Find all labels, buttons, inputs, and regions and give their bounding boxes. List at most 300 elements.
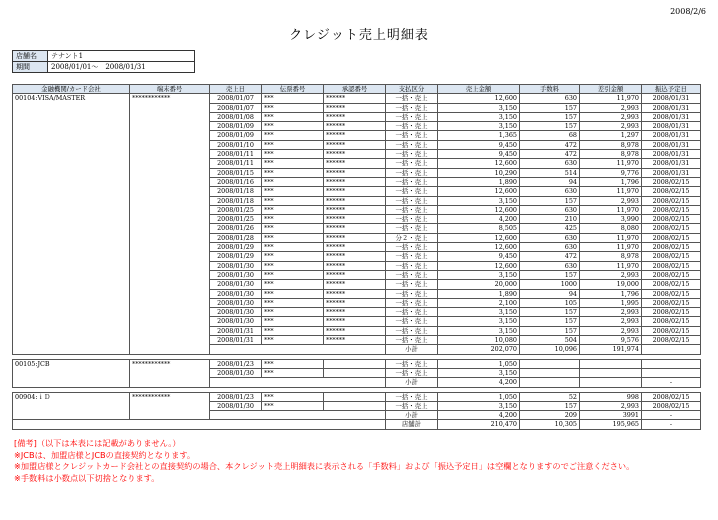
- payment-type: 一括・売上: [386, 298, 438, 307]
- transfer-date: 2008/02/15: [642, 177, 701, 186]
- store-info-table: [12, 50, 195, 73]
- subtotal-amount: 4,200: [438, 378, 520, 387]
- sale-date: 2008/01/30: [210, 368, 262, 377]
- net: 2,993: [580, 317, 642, 326]
- slip-no: ***: [262, 368, 324, 377]
- payment-type: 一括・売上: [386, 168, 438, 177]
- store-name-label: 店舗名: [13, 51, 48, 62]
- col-header-amount: 売上金額: [438, 85, 520, 94]
- transfer-date: 2008/01/31: [642, 159, 701, 168]
- payment-type: 一括・売上: [386, 112, 438, 121]
- subtotal-label: 小計: [386, 411, 438, 420]
- payment-type: 一括・売上: [386, 336, 438, 345]
- transfer-date: 2008/01/31: [642, 94, 701, 103]
- approval-no: ******: [324, 205, 386, 214]
- remark-heading: [備考]（以下は本表には記載がありません。）: [14, 438, 181, 448]
- payment-type: 一括・売上: [386, 150, 438, 159]
- store-name-value: テナント1: [48, 51, 195, 62]
- approval-no: ******: [324, 150, 386, 159]
- table-row: [13, 94, 701, 103]
- col-header-fee: 手数料: [520, 85, 580, 94]
- net: 1,796: [580, 289, 642, 298]
- approval-no: [324, 359, 386, 368]
- sale-date: 2008/01/18: [210, 196, 262, 205]
- approval-no: ******: [324, 270, 386, 279]
- sale-date: 2008/01/07: [210, 103, 262, 112]
- payment-type: 一括・売上: [386, 368, 438, 377]
- slip-no: ***: [262, 308, 324, 317]
- approval-no: ******: [324, 187, 386, 196]
- payment-type: 一括・売上: [386, 252, 438, 261]
- net: 2,993: [580, 196, 642, 205]
- slip-no: ***: [262, 168, 324, 177]
- fee: 157: [520, 103, 580, 112]
- payment-type: 一括・売上: [386, 103, 438, 112]
- report-title: クレジット売上明細表: [289, 28, 429, 43]
- amount: 8,505: [438, 224, 520, 233]
- net: 2,993: [580, 122, 642, 131]
- remark-line: ※加盟店様とクレジットカード会社との直接契約の場合、本クレジット売上明細表に表示される「手数料」および「振込予定日」は空欄となりますのでご注意ください。: [14, 461, 635, 471]
- amount: 2,100: [438, 298, 520, 307]
- sale-date: 2008/01/11: [210, 150, 262, 159]
- blank-cell: [210, 378, 386, 387]
- slip-no: ***: [262, 159, 324, 168]
- fee: 157: [520, 401, 580, 410]
- amount: 1,365: [438, 131, 520, 140]
- col-header-terminal: 端末番号: [130, 85, 210, 94]
- slip-no: ***: [262, 205, 324, 214]
- approval-no: ******: [324, 336, 386, 345]
- slip-no: ***: [262, 233, 324, 242]
- card-company: 00105:JCB: [13, 359, 130, 387]
- slip-no: ***: [262, 187, 324, 196]
- sale-date: 2008/01/29: [210, 252, 262, 261]
- fee: 504: [520, 336, 580, 345]
- sale-date: 2008/01/10: [210, 140, 262, 149]
- sale-date: 2008/01/30: [210, 261, 262, 270]
- net: 11,970: [580, 233, 642, 242]
- amount: 3,150: [438, 122, 520, 131]
- approval-no: ******: [324, 94, 386, 103]
- amount: 12,600: [438, 159, 520, 168]
- payment-type: 一括・売上: [386, 131, 438, 140]
- blank-cell: [13, 420, 386, 429]
- slip-no: ***: [262, 336, 324, 345]
- amount: 3,150: [438, 112, 520, 121]
- slip-no: ***: [262, 401, 324, 410]
- slip-no: ***: [262, 270, 324, 279]
- transfer-date: 2008/01/31: [642, 150, 701, 159]
- slip-no: ***: [262, 103, 324, 112]
- approval-no: ******: [324, 261, 386, 270]
- fee: 630: [520, 187, 580, 196]
- fee: 94: [520, 289, 580, 298]
- slip-no: ***: [262, 131, 324, 140]
- store-total-net: 195,965: [580, 420, 642, 429]
- sale-date: 2008/01/30: [210, 401, 262, 410]
- col-header-slip-no: 伝票番号: [262, 85, 324, 94]
- sale-date: 2008/01/07: [210, 94, 262, 103]
- payment-type: 一括・売上: [386, 159, 438, 168]
- payment-type: 一括・売上: [386, 280, 438, 289]
- slip-no: ***: [262, 252, 324, 261]
- transfer-date: 2008/01/31: [642, 140, 701, 149]
- col-header-net: 差引金額: [580, 85, 642, 94]
- sale-date: 2008/01/08: [210, 112, 262, 121]
- transfer-date: 2008/01/31: [642, 131, 701, 140]
- net: 1,297: [580, 131, 642, 140]
- payment-type: 一括・売上: [386, 261, 438, 270]
- net: 11,970: [580, 94, 642, 103]
- slip-no: ***: [262, 196, 324, 205]
- amount: 1,050: [438, 359, 520, 368]
- transfer-date: 2008/02/15: [642, 317, 701, 326]
- approval-no: ******: [324, 103, 386, 112]
- subtotal-transfer-date: -: [642, 411, 701, 420]
- net: 9,776: [580, 168, 642, 177]
- payment-type: 一括・売上: [386, 140, 438, 149]
- transfer-date: 2008/02/15: [642, 308, 701, 317]
- remarks: [14, 438, 634, 484]
- sale-date: 2008/01/09: [210, 122, 262, 131]
- fee: 157: [520, 326, 580, 335]
- sales-detail-table: [12, 84, 701, 430]
- fee: 472: [520, 252, 580, 261]
- table-row: [13, 392, 701, 401]
- transfer-date: 2008/02/15: [642, 187, 701, 196]
- net: 19,000: [580, 280, 642, 289]
- slip-no: ***: [262, 289, 324, 298]
- net: [580, 368, 642, 377]
- transfer-date: 2008/02/15: [642, 215, 701, 224]
- table-header-row: [13, 85, 701, 94]
- payment-type: 一括・売上: [386, 326, 438, 335]
- approval-no: ******: [324, 140, 386, 149]
- approval-no: [324, 392, 386, 401]
- fee: 514: [520, 168, 580, 177]
- sale-date: 2008/01/29: [210, 243, 262, 252]
- report-date: 2008/2/6: [670, 7, 706, 16]
- transfer-date: [642, 359, 701, 368]
- col-header-company: 金融機関/カード会社: [13, 85, 130, 94]
- net: 998: [580, 392, 642, 401]
- approval-no: ******: [324, 243, 386, 252]
- payment-type: 一括・売上: [386, 196, 438, 205]
- subtotal-fee: 209: [520, 411, 580, 420]
- payment-type: 一括・売上: [386, 215, 438, 224]
- slip-no: ***: [262, 112, 324, 121]
- transfer-date: 2008/01/31: [642, 122, 701, 131]
- payment-type: 一括・売上: [386, 205, 438, 214]
- approval-no: ******: [324, 308, 386, 317]
- slip-no: ***: [262, 243, 324, 252]
- amount: 12,600: [438, 94, 520, 103]
- amount: 3,150: [438, 317, 520, 326]
- fee: 630: [520, 94, 580, 103]
- slip-no: ***: [262, 215, 324, 224]
- fee: 425: [520, 224, 580, 233]
- amount: 1,050: [438, 392, 520, 401]
- payment-type: 一括・売上: [386, 359, 438, 368]
- amount: 10,080: [438, 336, 520, 345]
- subtotal-fee: 10,096: [520, 345, 580, 354]
- approval-no: [324, 368, 386, 377]
- terminal-number: ************: [130, 392, 210, 420]
- net: [580, 359, 642, 368]
- approval-no: ******: [324, 177, 386, 186]
- sale-date: 2008/01/09: [210, 131, 262, 140]
- sale-date: 2008/01/16: [210, 177, 262, 186]
- fee: 630: [520, 233, 580, 242]
- transfer-date: 2008/02/15: [642, 280, 701, 289]
- net: 2,993: [580, 401, 642, 410]
- fee: 630: [520, 261, 580, 270]
- amount: 4,200: [438, 215, 520, 224]
- transfer-date: 2008/02/15: [642, 298, 701, 307]
- subtotal-net: [580, 378, 642, 387]
- net: 8,978: [580, 140, 642, 149]
- terminal-number: ************: [130, 94, 210, 354]
- slip-no: ***: [262, 94, 324, 103]
- period-value: 2008/01/01～ 2008/01/31: [48, 62, 195, 73]
- net: 2,993: [580, 112, 642, 121]
- amount: 3,150: [438, 401, 520, 410]
- amount: 1,890: [438, 289, 520, 298]
- transfer-date: [642, 368, 701, 377]
- subtotal-net: 191,974: [580, 345, 642, 354]
- payment-type: 分２・売上: [386, 233, 438, 242]
- sale-date: 2008/01/31: [210, 336, 262, 345]
- amount: 1,890: [438, 177, 520, 186]
- slip-no: ***: [262, 224, 324, 233]
- net: 1,796: [580, 177, 642, 186]
- sale-date: 2008/01/30: [210, 280, 262, 289]
- transfer-date: 2008/02/15: [642, 233, 701, 242]
- net: 9,576: [580, 336, 642, 345]
- net: 8,080: [580, 224, 642, 233]
- net: 1,995: [580, 298, 642, 307]
- subtotal-label: 小計: [386, 345, 438, 354]
- table-body: [13, 94, 701, 429]
- fee: 157: [520, 308, 580, 317]
- payment-type: 一括・売上: [386, 187, 438, 196]
- transfer-date: 2008/02/15: [642, 336, 701, 345]
- sale-date: 2008/01/25: [210, 205, 262, 214]
- remark-line: ※JCBは、加盟店様とJCBの直接契約となります。: [14, 449, 196, 460]
- store-total-fee: 10,305: [520, 420, 580, 429]
- payment-type: 一括・売上: [386, 289, 438, 298]
- net: 2,993: [580, 308, 642, 317]
- approval-no: ******: [324, 168, 386, 177]
- sale-date: 2008/01/25: [210, 215, 262, 224]
- approval-no: ******: [324, 289, 386, 298]
- transfer-date: 2008/02/15: [642, 196, 701, 205]
- approval-no: [324, 401, 386, 410]
- sale-date: 2008/01/30: [210, 308, 262, 317]
- fee: 52: [520, 392, 580, 401]
- sale-date: 2008/01/15: [210, 168, 262, 177]
- net: 11,970: [580, 205, 642, 214]
- fee: 157: [520, 270, 580, 279]
- approval-no: ******: [324, 112, 386, 121]
- slip-no: ***: [262, 261, 324, 270]
- fee: 630: [520, 159, 580, 168]
- transfer-date: 2008/01/31: [642, 168, 701, 177]
- subtotal-net: 3991: [580, 411, 642, 420]
- amount: 9,450: [438, 252, 520, 261]
- approval-no: ******: [324, 317, 386, 326]
- subtotal-transfer-date: [642, 345, 701, 354]
- sale-date: 2008/01/26: [210, 224, 262, 233]
- transfer-date: 2008/01/31: [642, 103, 701, 112]
- amount: 3,150: [438, 368, 520, 377]
- net: 11,970: [580, 243, 642, 252]
- card-company: 00104:VISA/MASTER: [13, 94, 130, 354]
- slip-no: ***: [262, 359, 324, 368]
- blank-cell: [210, 411, 386, 420]
- fee: 472: [520, 140, 580, 149]
- amount: 20,000: [438, 280, 520, 289]
- payment-type: 一括・売上: [386, 122, 438, 131]
- store-total-label: 店舗計: [386, 420, 438, 429]
- transfer-date: 2008/01/31: [642, 112, 701, 121]
- fee: 630: [520, 205, 580, 214]
- subtotal-label: 小計: [386, 378, 438, 387]
- sale-date: 2008/01/18: [210, 187, 262, 196]
- blank-cell: [210, 345, 386, 354]
- store-total-transfer-date: -: [642, 420, 701, 429]
- amount: 9,450: [438, 150, 520, 159]
- net: 2,993: [580, 103, 642, 112]
- approval-no: ******: [324, 159, 386, 168]
- amount: 3,150: [438, 103, 520, 112]
- payment-type: 一括・売上: [386, 224, 438, 233]
- net: 11,970: [580, 159, 642, 168]
- payment-type: 一括・売上: [386, 317, 438, 326]
- fee: 68: [520, 131, 580, 140]
- transfer-date: 2008/02/15: [642, 289, 701, 298]
- fee: [520, 359, 580, 368]
- fee: 1000: [520, 280, 580, 289]
- transfer-date: 2008/02/15: [642, 270, 701, 279]
- net: 8,978: [580, 150, 642, 159]
- sale-date: 2008/01/30: [210, 298, 262, 307]
- payment-type: 一括・売上: [386, 401, 438, 410]
- amount: 3,150: [438, 326, 520, 335]
- net: 2,993: [580, 326, 642, 335]
- transfer-date: 2008/02/15: [642, 401, 701, 410]
- transfer-date: 2008/02/15: [642, 261, 701, 270]
- amount: 3,150: [438, 308, 520, 317]
- card-company: 00904:ｉＤ: [13, 392, 130, 420]
- amount: 12,600: [438, 187, 520, 196]
- store-total-amount: 210,470: [438, 420, 520, 429]
- table-row: [13, 359, 701, 368]
- approval-no: ******: [324, 252, 386, 261]
- payment-type: 一括・売上: [386, 308, 438, 317]
- slip-no: ***: [262, 326, 324, 335]
- transfer-date: 2008/02/15: [642, 243, 701, 252]
- slip-no: ***: [262, 177, 324, 186]
- slip-no: ***: [262, 140, 324, 149]
- net: 2,993: [580, 270, 642, 279]
- terminal-number: ************: [130, 359, 210, 387]
- transfer-date: 2008/02/15: [642, 224, 701, 233]
- approval-no: ******: [324, 131, 386, 140]
- approval-no: ******: [324, 122, 386, 131]
- sale-date: 2008/01/28: [210, 233, 262, 242]
- payment-type: 一括・売上: [386, 177, 438, 186]
- fee: 472: [520, 150, 580, 159]
- net: 11,970: [580, 261, 642, 270]
- period-label: 期間: [13, 62, 48, 73]
- fee: 105: [520, 298, 580, 307]
- amount: 12,600: [438, 233, 520, 242]
- payment-type: 一括・売上: [386, 243, 438, 252]
- sale-date: 2008/01/31: [210, 326, 262, 335]
- fee: 157: [520, 317, 580, 326]
- amount: 12,600: [438, 243, 520, 252]
- transfer-date: 2008/02/15: [642, 392, 701, 401]
- store-total-row: [13, 420, 701, 429]
- col-header-sale-date: 売上日: [210, 85, 262, 94]
- subtotal-amount: 4,200: [438, 411, 520, 420]
- subtotal-amount: 202,070: [438, 345, 520, 354]
- payment-type: 一括・売上: [386, 392, 438, 401]
- sale-date: 2008/01/23: [210, 392, 262, 401]
- amount: 3,150: [438, 196, 520, 205]
- net: 3,990: [580, 215, 642, 224]
- approval-no: ******: [324, 215, 386, 224]
- amount: 9,450: [438, 140, 520, 149]
- sale-date: 2008/01/30: [210, 289, 262, 298]
- sale-date: 2008/01/23: [210, 359, 262, 368]
- transfer-date: 2008/02/15: [642, 205, 701, 214]
- slip-no: ***: [262, 298, 324, 307]
- fee: 157: [520, 196, 580, 205]
- slip-no: ***: [262, 317, 324, 326]
- slip-no: ***: [262, 150, 324, 159]
- approval-no: ******: [324, 196, 386, 205]
- remark-line: ※手数料は小数点以下切捨となります。: [14, 472, 160, 483]
- transfer-date: 2008/02/15: [642, 252, 701, 261]
- amount: 12,600: [438, 205, 520, 214]
- slip-no: ***: [262, 280, 324, 289]
- net: 8,978: [580, 252, 642, 261]
- fee: [520, 368, 580, 377]
- sale-date: 2008/01/30: [210, 270, 262, 279]
- fee: 210: [520, 215, 580, 224]
- transfer-date: 2008/02/15: [642, 326, 701, 335]
- slip-no: ***: [262, 122, 324, 131]
- approval-no: ******: [324, 233, 386, 242]
- approval-no: ******: [324, 280, 386, 289]
- fee: 630: [520, 243, 580, 252]
- approval-no: ******: [324, 298, 386, 307]
- col-header-transfer-date: 振込予定日: [642, 85, 701, 94]
- fee: 94: [520, 177, 580, 186]
- approval-no: ******: [324, 224, 386, 233]
- subtotal-fee: [520, 378, 580, 387]
- fee: 157: [520, 112, 580, 121]
- amount: 3,150: [438, 270, 520, 279]
- slip-no: ***: [262, 392, 324, 401]
- sale-date: 2008/01/11: [210, 159, 262, 168]
- net: 11,970: [580, 187, 642, 196]
- amount: 12,600: [438, 261, 520, 270]
- sale-date: 2008/01/30: [210, 317, 262, 326]
- payment-type: 一括・売上: [386, 94, 438, 103]
